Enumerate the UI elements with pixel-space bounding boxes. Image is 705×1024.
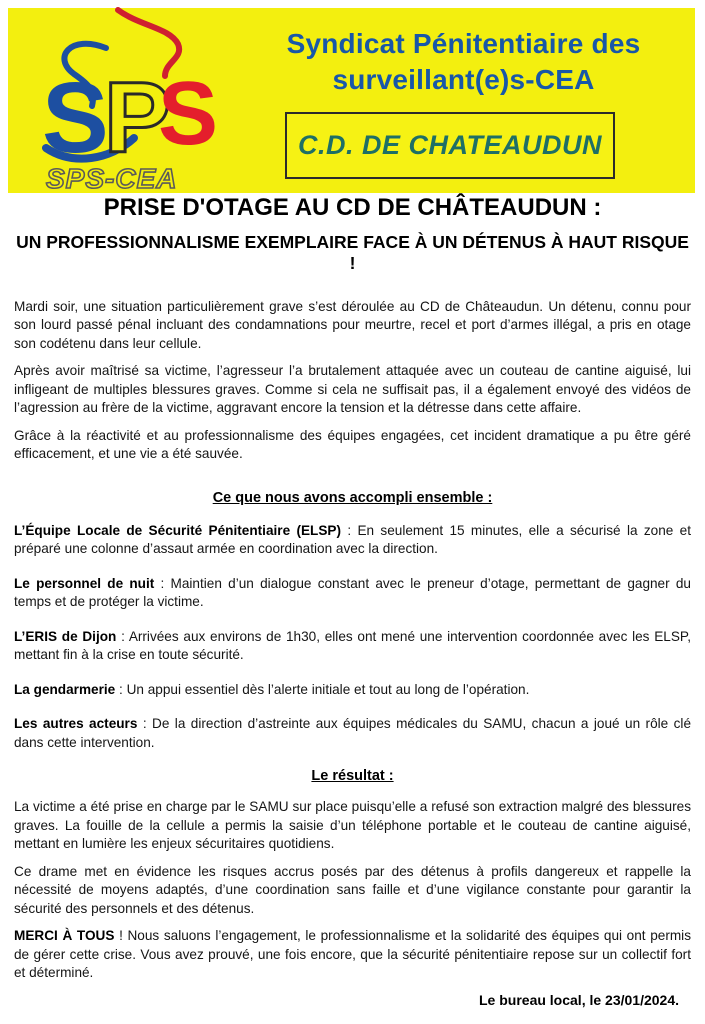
section-heading-accomplishments: Ce que nous avons accompli ensemble : bbox=[212, 489, 493, 506]
accomplishment-lead: L’ERIS de Dijon bbox=[14, 628, 117, 644]
organization-title-line2: surveillant(e)s-CEA bbox=[332, 64, 595, 95]
logo-letter-p-outline: P bbox=[104, 62, 171, 174]
result-paragraph-1: La victime a été prise en charge par le SAMU sur place puisqu’elle a refusé son extraction malgré des blessures graves. La fouille de la cellule a permis la saisie d’un téléphone portable et le couteau de cantine aiguisé, mettant en lumière les enjeux sécuritaires quotidiens. bbox=[14, 799, 691, 852]
accomplishment-text: : Maintien d’un dialogue constant avec le preneur d’otage, permettant de gagner du temps et de protéger la victime. bbox=[14, 575, 691, 610]
accomplishment-item-eris bbox=[14, 628, 691, 665]
intro-paragraph-2: Après avoir maîtrisé sa victime, l’agresseur l’a brutalement attaquée avec un couteau de cantine aiguisé, lui infligeant de multiples blessures graves. Comme si cela ne suffisait pas, il a également envoyé des vidéos de l’agression au frère de la victime, aggravant encore la tension et la détresse dans cette affaire. bbox=[14, 363, 691, 416]
headline-main: PRISE D'OTAGE AU CD DE CHÂTEAUDUN : bbox=[103, 194, 602, 221]
signature-line: Le bureau local, le 23/01/2024. bbox=[479, 991, 679, 1008]
organization-title-line1: Syndicat Pénitentiaire des bbox=[286, 28, 641, 59]
logo-letter-s-red: S bbox=[158, 64, 219, 164]
closing-text: ! Nous saluons l’engagement, le professionnalisme et la solidarité des équipes qui ont permis de gérer cette crise. Vous avez prouvé, une fois encore, que la sécurité pénitentiaire repose sur un collectif fort et déterminé. bbox=[14, 928, 691, 981]
accomplishment-item-personnel-nuit bbox=[14, 575, 691, 612]
accomplishment-lead: La gendarmerie bbox=[14, 681, 116, 697]
accomplishment-text: : De la direction d’astreinte aux équipes médicales du SAMU, chacun a joué un rôle clé dans cette intervention. bbox=[14, 716, 692, 750]
facility-name-label: C.D. DE CHATEAUDUN bbox=[298, 130, 602, 160]
sps-logo bbox=[18, 2, 248, 194]
section-heading-result: Le résultat : bbox=[311, 768, 394, 785]
header-banner bbox=[8, 8, 695, 193]
accomplishment-item-gendarmerie bbox=[14, 681, 691, 700]
accomplishment-lead: Le personnel de nuit bbox=[14, 575, 155, 591]
logo-caption: SPS-CEA bbox=[46, 163, 178, 194]
intro-paragraph-1: Mardi soir, une situation particulièrement grave s’est déroulée au CD de Châteaudun. Un détenu, connu pour son lourd passé pénal incluant des condamnations pour meurtre, recel et port d’armes illégal, a pris en otage son codétenu dans leur cellule. bbox=[14, 298, 691, 351]
accomplishment-text: : En seulement 15 minutes, elle a sécurisé la zone et préparé une colonne d’assaut armée en coordination avec la direction. bbox=[14, 522, 691, 557]
headline-sub: UN PROFESSIONNALISME EXEMPLAIRE FACE À UN DÉTENUS À HAUT RISQUE ! bbox=[16, 231, 689, 273]
accomplishment-lead: Les autres acteurs bbox=[14, 716, 138, 732]
result-paragraph-2: Ce drame met en évidence les risques accrus posés par des détenus à profils dangereux et rappelle la nécessité de moyens adaptés, d’une coordination sans faille et d’une vigilance constante pour garantir la sécurité des personnels et des détenus. bbox=[14, 863, 691, 916]
facility-name-box bbox=[285, 112, 615, 179]
document-body bbox=[14, 190, 691, 1008]
closing-paragraph bbox=[14, 927, 691, 983]
accomplishment-text: : Un appui essentiel dès l’alerte initiale et tout au long de l’opération. bbox=[115, 681, 530, 697]
organization-title bbox=[236, 26, 691, 98]
accomplishment-lead: L’Équipe Locale de Sécurité Pénitentiaire (ELSP) bbox=[14, 522, 342, 538]
closing-lead: MERCI À TOUS bbox=[14, 928, 115, 944]
accomplishment-item-autres-acteurs bbox=[14, 715, 691, 752]
accomplishment-text: : Arrivées aux environs de 1h30, elles ont mené une intervention coordonnée avec les ELSP, mettant fin à la crise en toute sécurité. bbox=[14, 628, 691, 663]
logo-letter-s-blue: S bbox=[42, 62, 109, 174]
accomplishment-item-elsp bbox=[14, 522, 691, 559]
intro-paragraph-3: Grâce à la réactivité et au professionnalisme des équipes engagées, cet incident dramatique a pu être géré efficacement, et une vie a été sauvée. bbox=[14, 427, 691, 462]
